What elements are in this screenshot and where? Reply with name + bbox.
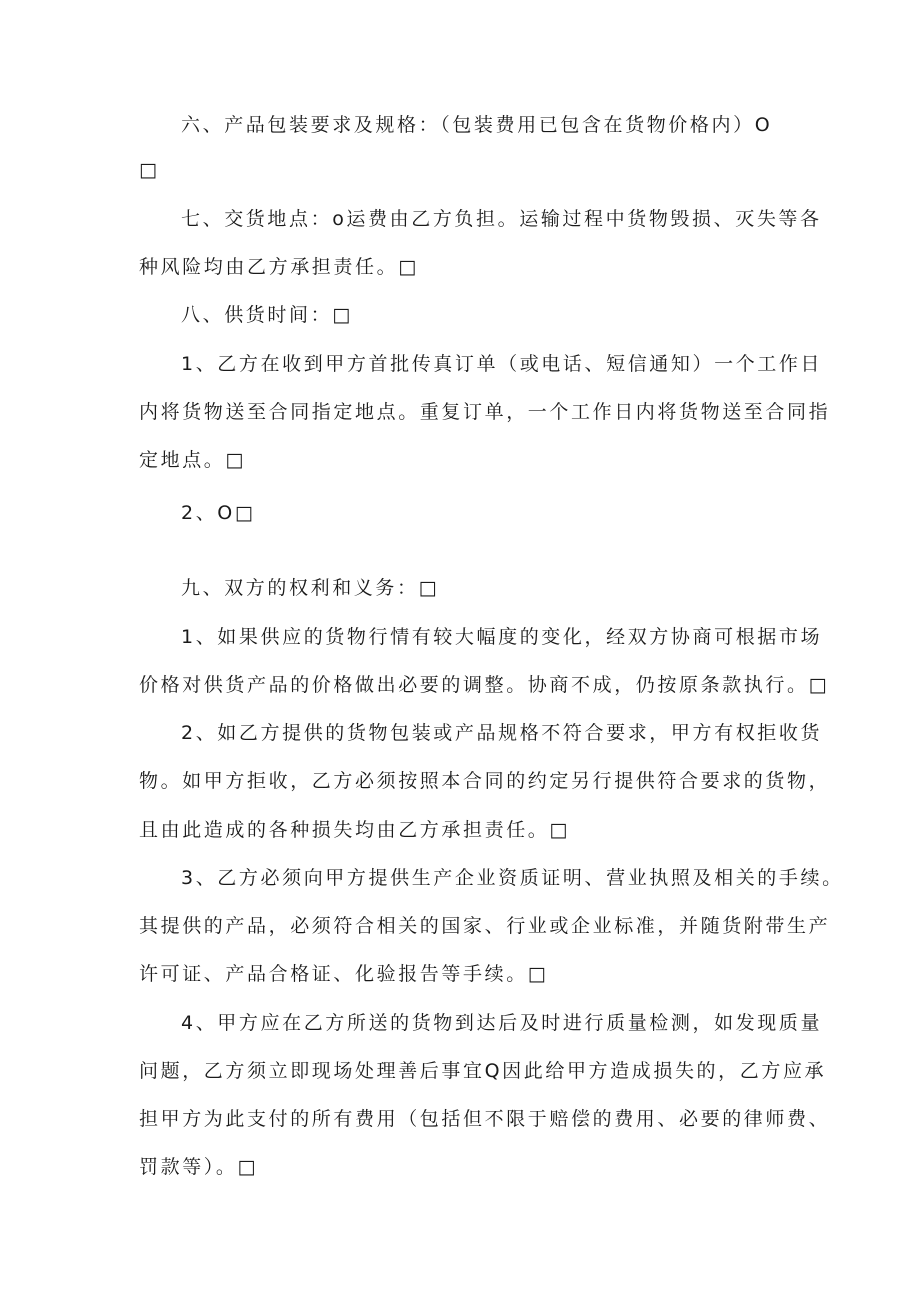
section-9-item-2-line-2: 物。如甲方拒收，乙方必须按照本合同的约定另行提供符合要求的货物， [139, 770, 831, 792]
section-8-item-1-line-1: 1、乙方在收到甲方首批传真订单（或电话、短信通知）一个工作日 [181, 353, 823, 375]
section-9-heading: 九、双方的权利和义务：□ [181, 577, 440, 599]
section-9-item-4-line-3: 担甲方为此支付的所有费用（包括但不限于赔偿的费用、必要的律师费、 [139, 1108, 831, 1130]
section-8-item-2: 2、O□ [181, 502, 256, 524]
section-9-item-3-line-1: 3、乙方必须向甲方提供生产企业资质证明、营业执照及相关的手续。 [181, 867, 844, 889]
section-9-item-2-line-3: 且由此造成的各种损失均由乙方承担责任。□ [139, 819, 570, 841]
section-9-item-4-line-4: 罚款等）。□ [139, 1156, 259, 1178]
section-9-item-1-line-1: 1、如果供应的货物行情有较大幅度的变化，经双方协商可根据市场 [181, 626, 823, 648]
section-9-item-4-line-2: 问题，乙方须立即现场处理善后事宜Q因此给甲方造成损失的，乙方应承 [139, 1060, 827, 1082]
section-9-item-3-line-3: 许可证、产品合格证、化验报告等手续。□ [139, 963, 549, 985]
section-7-line-1: 七、交货地点：o运费由乙方负担。运输过程中货物毁损、灭失等各 [181, 208, 822, 230]
section-9-item-1-line-2: 价格对供货产品的价格做出必要的调整。协商不成，仍按原条款执行。□ [139, 674, 830, 696]
section-9-item-3-line-2: 其提供的产品，必须符合相关的国家、行业或企业标准，并随货附带生产 [139, 915, 831, 937]
section-9-item-2-line-1: 2、如乙方提供的货物包装或产品规格不符合要求，甲方有权拒收货 [181, 722, 823, 744]
section-9-item-4-line-1: 4、甲方应在乙方所送的货物到达后及时进行质量检测，如发现质量 [181, 1012, 823, 1034]
section-6-continuation: □ [139, 159, 160, 181]
section-8-heading: 八、供货时间：□ [181, 304, 353, 326]
section-6-heading: 六、产品包装要求及规格：（包装费用已包含在货物价格内）O [181, 114, 773, 136]
section-8-item-1-line-3: 定地点。□ [139, 449, 246, 471]
section-7-line-2: 种风险均由乙方承担责任。□ [139, 256, 419, 278]
section-8-item-1-line-2: 内将货物送至合同指定地点。重复订单，一个工作日内将货物送至合同指 [139, 401, 831, 423]
